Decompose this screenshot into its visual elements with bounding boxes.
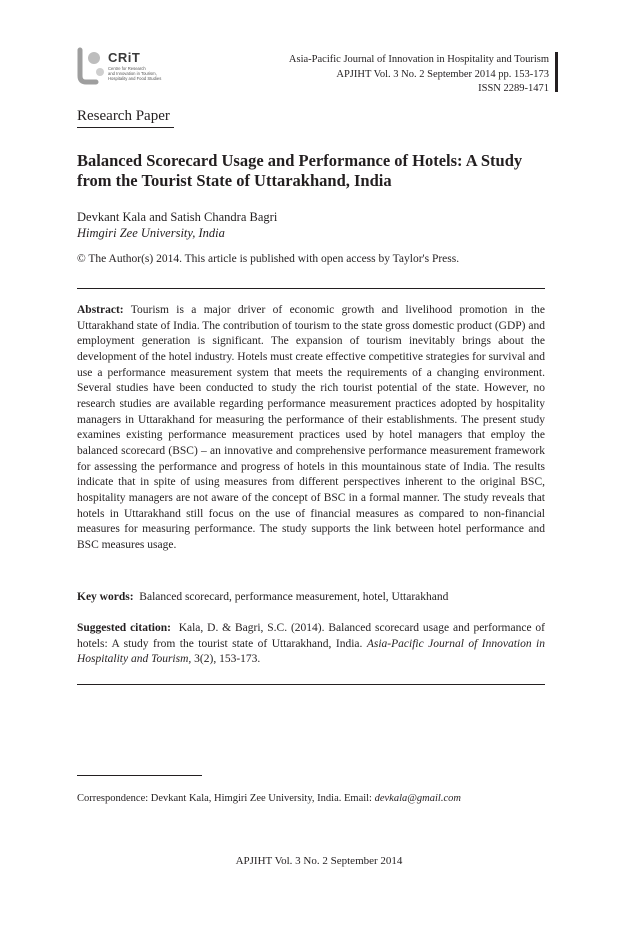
author-list: Devkant Kala and Satish Chandra Bagri xyxy=(77,210,278,224)
keywords-text: Balanced scorecard, performance measurement, hotel, Uttarakhand xyxy=(139,591,449,603)
citation-volume: 3(2), 153-173. xyxy=(194,653,261,666)
crit-logo-subtitle: Centre for Research and Innovation in Tourism, Hospitality and Food Studies xyxy=(108,66,162,81)
header-vertical-bar xyxy=(555,52,558,92)
citation-paragraph xyxy=(77,621,545,668)
correspondence-email[interactable]: devkala@gmail.com xyxy=(374,793,461,804)
paper-type-label: Research Paper xyxy=(77,108,170,124)
crit-logo xyxy=(74,44,184,90)
author-affiliation: Himgiri Zee University, India xyxy=(77,226,225,240)
journal-header xyxy=(289,53,549,97)
journal-name: Asia-Pacific Journal of Innovation in Hospitality and Tourism xyxy=(288,54,549,65)
abstract-paragraph xyxy=(77,303,545,554)
copyright-notice: © The Author(s) 2014. This article is published with open access by Taylor's Press. xyxy=(77,253,460,265)
divider-top xyxy=(77,288,545,289)
journal-volume-pages: APJIHT Vol. 3 No. 2 September 2014 pp. 153-173 xyxy=(336,68,549,80)
abstract-text: Tourism is a major driver of economic growth and livelihood promotion in the Uttarakhand state of India. The contribution of tourism to the state gross domestic product (GDP) and employment generation is significant. The expansion of tourism inevitably brings about the development of the hotel industry. Hotels must create effective competitive strategies for survival and use a performance measurement system that meets the requirements of a changing environment. Several studies have been conducted to study the rich tourist potential of the state. However, no research studies are available regarding performance measurement practices adopted by hospitality managers in Uttarakhand for measuring the performance of their establishments. The present study examines existing performance measurement practices used by hotel managers that employ the balanced scorecard (BSC) – an innovative and comprehensive performance measurement framework for assessing the performance and progress of hotels in this mountainous state of India. The results indicate that in spite of using measures from different perspectives inherent to the original BSC, hospitality managers are not aware of the concept of BSC in a formal manner. The study reveals that hotels in Uttarakhand still focus on the use of financial measures as compared to non-financial measures for measuring performance. The study supports the link between hotel performance and BSC measures usage. xyxy=(77,304,546,551)
footnote-rule xyxy=(77,775,202,776)
crit-logo-mark-icon xyxy=(74,46,106,86)
journal-issn: ISSN 2289-1471 xyxy=(478,83,549,94)
page-footer: APJIHT Vol. 3 No. 2 September 2014 xyxy=(235,855,403,867)
crit-logo-wordmark: CRiT xyxy=(108,50,141,65)
correspondence-text: Correspondence: Devkant Kala, Himgiri Zee University, India. Email: xyxy=(77,793,372,804)
abstract-label: Abstract: xyxy=(77,304,124,316)
divider-bottom xyxy=(77,684,545,685)
citation-text: Kala, D. & Bagri, S.C. (2014). Balanced scorecard usage and performance of hotels: A study from the tourist state of Uttarakhand, India. xyxy=(77,622,545,650)
keywords-label: Key words: xyxy=(77,591,134,603)
keywords-paragraph xyxy=(77,590,545,606)
citation-label: Suggested citation: xyxy=(77,622,171,634)
paper-type-underline xyxy=(77,127,174,128)
citation-journal: Asia-Pacific Journal of Innovation in Hospitality and Tourism, xyxy=(77,637,545,666)
correspondence-note xyxy=(77,792,461,806)
paper-title: Balanced Scorecard Usage and Performance of Hotels: A Study from the Tourist State of Uttarakhand, India xyxy=(77,151,523,190)
